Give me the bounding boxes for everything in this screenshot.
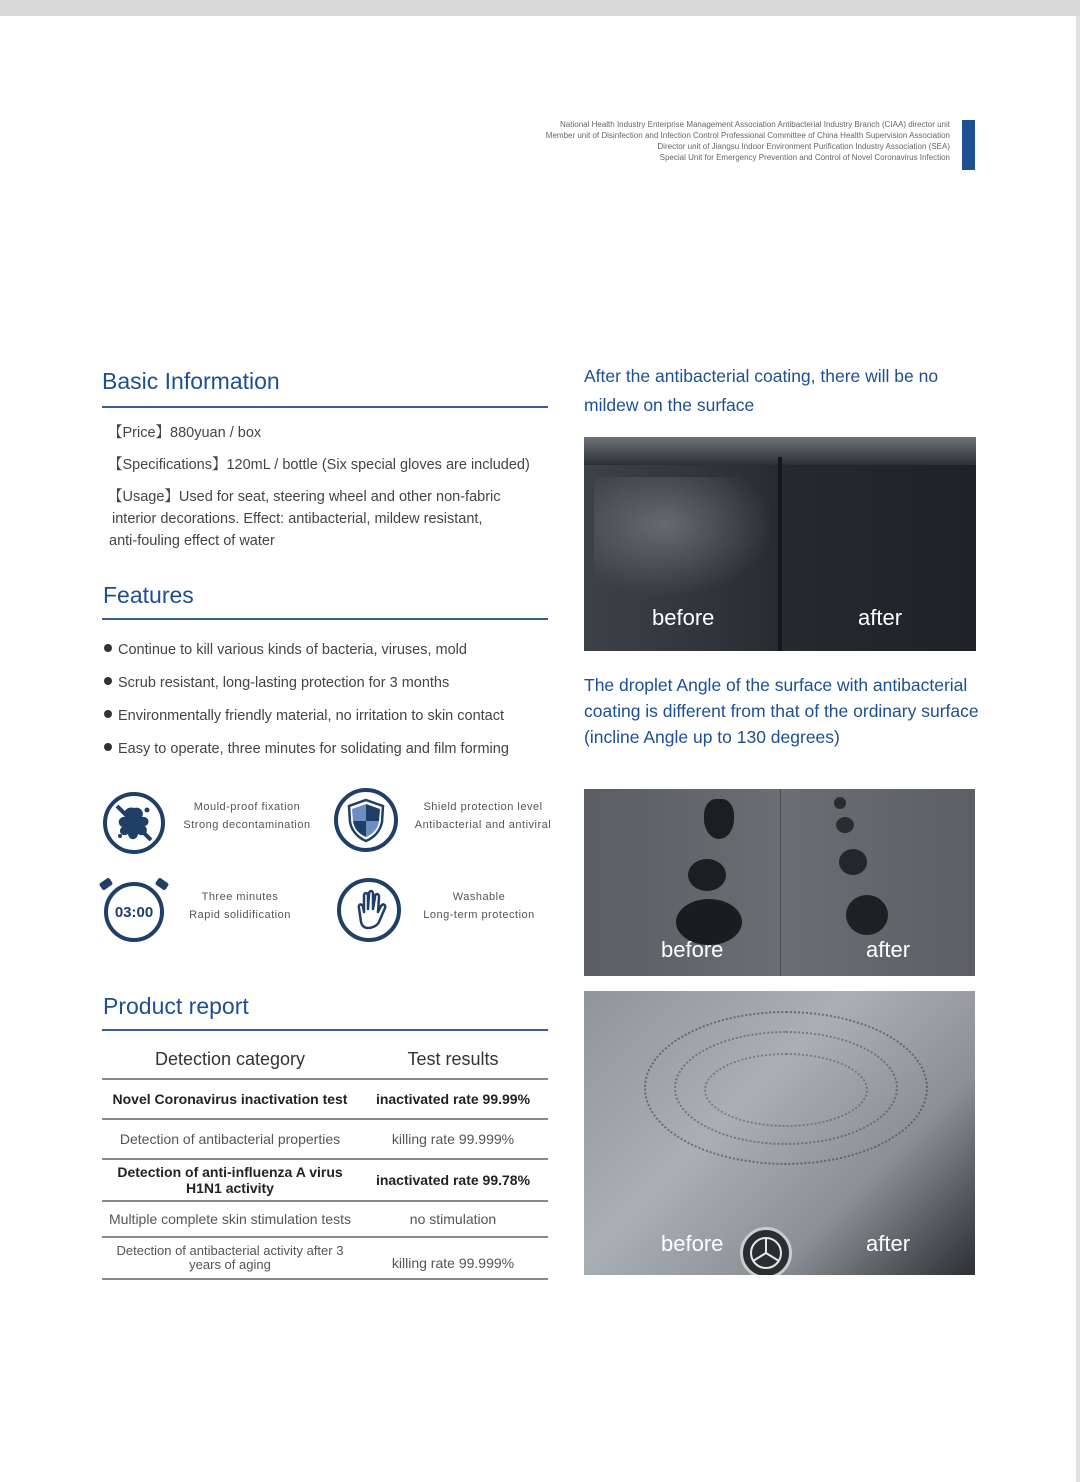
section-divider — [102, 406, 548, 408]
icon-caption-line: Rapid solidification — [189, 909, 291, 921]
mould-proof-icon — [103, 792, 165, 854]
table-header-cell: Detection category — [154, 1048, 306, 1069]
table-row — [102, 1080, 548, 1118]
water-drop — [839, 849, 867, 875]
droplet-photo — [584, 789, 975, 976]
feature-item — [104, 675, 449, 691]
features-title: Features — [103, 582, 194, 608]
header-accent-bar — [962, 120, 975, 170]
droplet-caption: The droplet Angle of the surface with antibacterial coating is different from that of the ordinary surface (incline Angle up to 130 degrees) — [584, 675, 979, 747]
bullet-icon — [104, 644, 112, 652]
table-header-row — [102, 1040, 548, 1078]
org-line: Special Unit for Emergency Prevention and Control of Novel Coronavirus Infection — [659, 153, 950, 162]
table-rule — [102, 1278, 548, 1280]
org-line: Director unit of Jiangsu Indoor Environment Purification Industry Association (SEA) — [657, 142, 950, 151]
icon-caption-line: Long-term protection — [423, 909, 535, 921]
star-emblem-icon — [740, 1227, 792, 1275]
feature-item — [104, 642, 467, 658]
table-cell: Detection of antibacterial activity after 3 years of aging — [116, 1243, 344, 1272]
feature-item — [104, 741, 509, 757]
bullet-icon — [104, 743, 112, 751]
usage-text-3: anti-fouling effect of water — [109, 533, 275, 549]
top-bar — [0, 0, 1080, 16]
icon-caption — [410, 798, 556, 834]
icon-caption — [414, 888, 544, 924]
water-drop — [846, 895, 888, 935]
after-label: after — [858, 605, 903, 630]
usage-text-2: interior decorations. Effect: antibacterial, mildew resistant, — [112, 511, 483, 527]
feature-item — [104, 708, 504, 724]
mildew-caption: After the antibacterial coating, there will be no mildew on the surface — [584, 366, 939, 415]
table-cell: Detection of anti-influenza A virus H1N1 activity — [117, 1164, 343, 1196]
org-line: National Health Industry Enterprise Management Association Antibacterial Industry Branch (CIAA) director unit — [560, 120, 950, 129]
icon-caption-line: Mould-proof fixation — [193, 801, 301, 813]
stopwatch-icon — [104, 882, 164, 942]
table-row — [102, 1238, 548, 1278]
before-label: before — [661, 937, 724, 962]
stopwatch-knob — [99, 877, 113, 890]
stopwatch-knob — [155, 877, 169, 890]
bullet-icon — [104, 710, 112, 718]
org-list — [546, 119, 950, 163]
water-drop — [834, 797, 846, 809]
leather-photo — [584, 437, 976, 651]
org-line: Member unit of Disinfection and Infection Control Professional Committee of China Health Supervision Association — [545, 131, 950, 140]
before-label: before — [661, 1231, 724, 1256]
table-header-cell: Test results — [407, 1048, 499, 1069]
icon-caption-line: Washable — [452, 891, 506, 903]
feature-text: Scrub resistant, long-lasting protection for 3 months — [118, 675, 450, 691]
table-cell: inactivated rate 99.99% — [375, 1091, 531, 1107]
table-cell: killing rate 99.999% — [391, 1255, 515, 1271]
icon-caption — [180, 888, 300, 924]
report-title: Product report — [103, 993, 249, 1019]
photo-divider — [780, 789, 781, 976]
icon-caption-line: Shield protection level — [423, 801, 543, 813]
section-divider — [102, 1029, 548, 1031]
table-cell: Novel Coronavirus inactivation test — [112, 1091, 348, 1107]
water-drop — [704, 799, 734, 839]
table-cell: Multiple complete skin stimulation tests — [109, 1211, 351, 1227]
feature-text: Environmentally friendly material, no irritation to skin contact — [118, 708, 505, 724]
after-label: after — [866, 1231, 911, 1256]
spec-text: 【Specifications】120mL / bottle (Six special gloves are included) — [108, 457, 530, 473]
section-divider — [102, 618, 548, 620]
leather-seam — [778, 457, 782, 651]
table-row — [102, 1202, 548, 1236]
brochure-page — [0, 16, 1080, 1482]
feature-text: Continue to kill various kinds of bacteria, viruses, mold — [118, 642, 467, 658]
water-drop — [836, 817, 854, 833]
after-label: after — [866, 937, 911, 962]
before-label: before — [652, 605, 715, 630]
table-row — [102, 1160, 548, 1200]
table-cell: killing rate 99.999% — [391, 1131, 515, 1147]
bullet-icon — [104, 677, 112, 685]
hand-icon — [337, 878, 401, 942]
table-row — [102, 1120, 548, 1158]
mildew-stain — [594, 477, 774, 597]
icon-caption-line: Strong decontamination — [183, 819, 311, 831]
shield-icon — [334, 788, 398, 852]
basic-info-title: Basic Information — [102, 368, 280, 394]
feature-text: Easy to operate, three minutes for solidating and film forming — [118, 741, 509, 757]
icon-caption — [180, 798, 314, 834]
table-cell: no stimulation — [409, 1211, 497, 1227]
price-text: 【Price】880yuan / box — [108, 425, 262, 441]
icon-caption-line: Three minutes — [201, 891, 279, 903]
table-cell: inactivated rate 99.78% — [375, 1172, 531, 1188]
water-drop — [688, 859, 726, 891]
usage-text-1: 【Usage】Used for seat, steering wheel and other non-fabric — [108, 489, 501, 505]
icon-caption-line: Antibacterial and antiviral — [414, 819, 552, 831]
table-cell: Detection of antibacterial properties — [119, 1131, 341, 1147]
droplet-ring — [704, 1053, 868, 1127]
car-hood-photo — [584, 991, 975, 1275]
stopwatch-time: 03:00 — [114, 903, 154, 921]
